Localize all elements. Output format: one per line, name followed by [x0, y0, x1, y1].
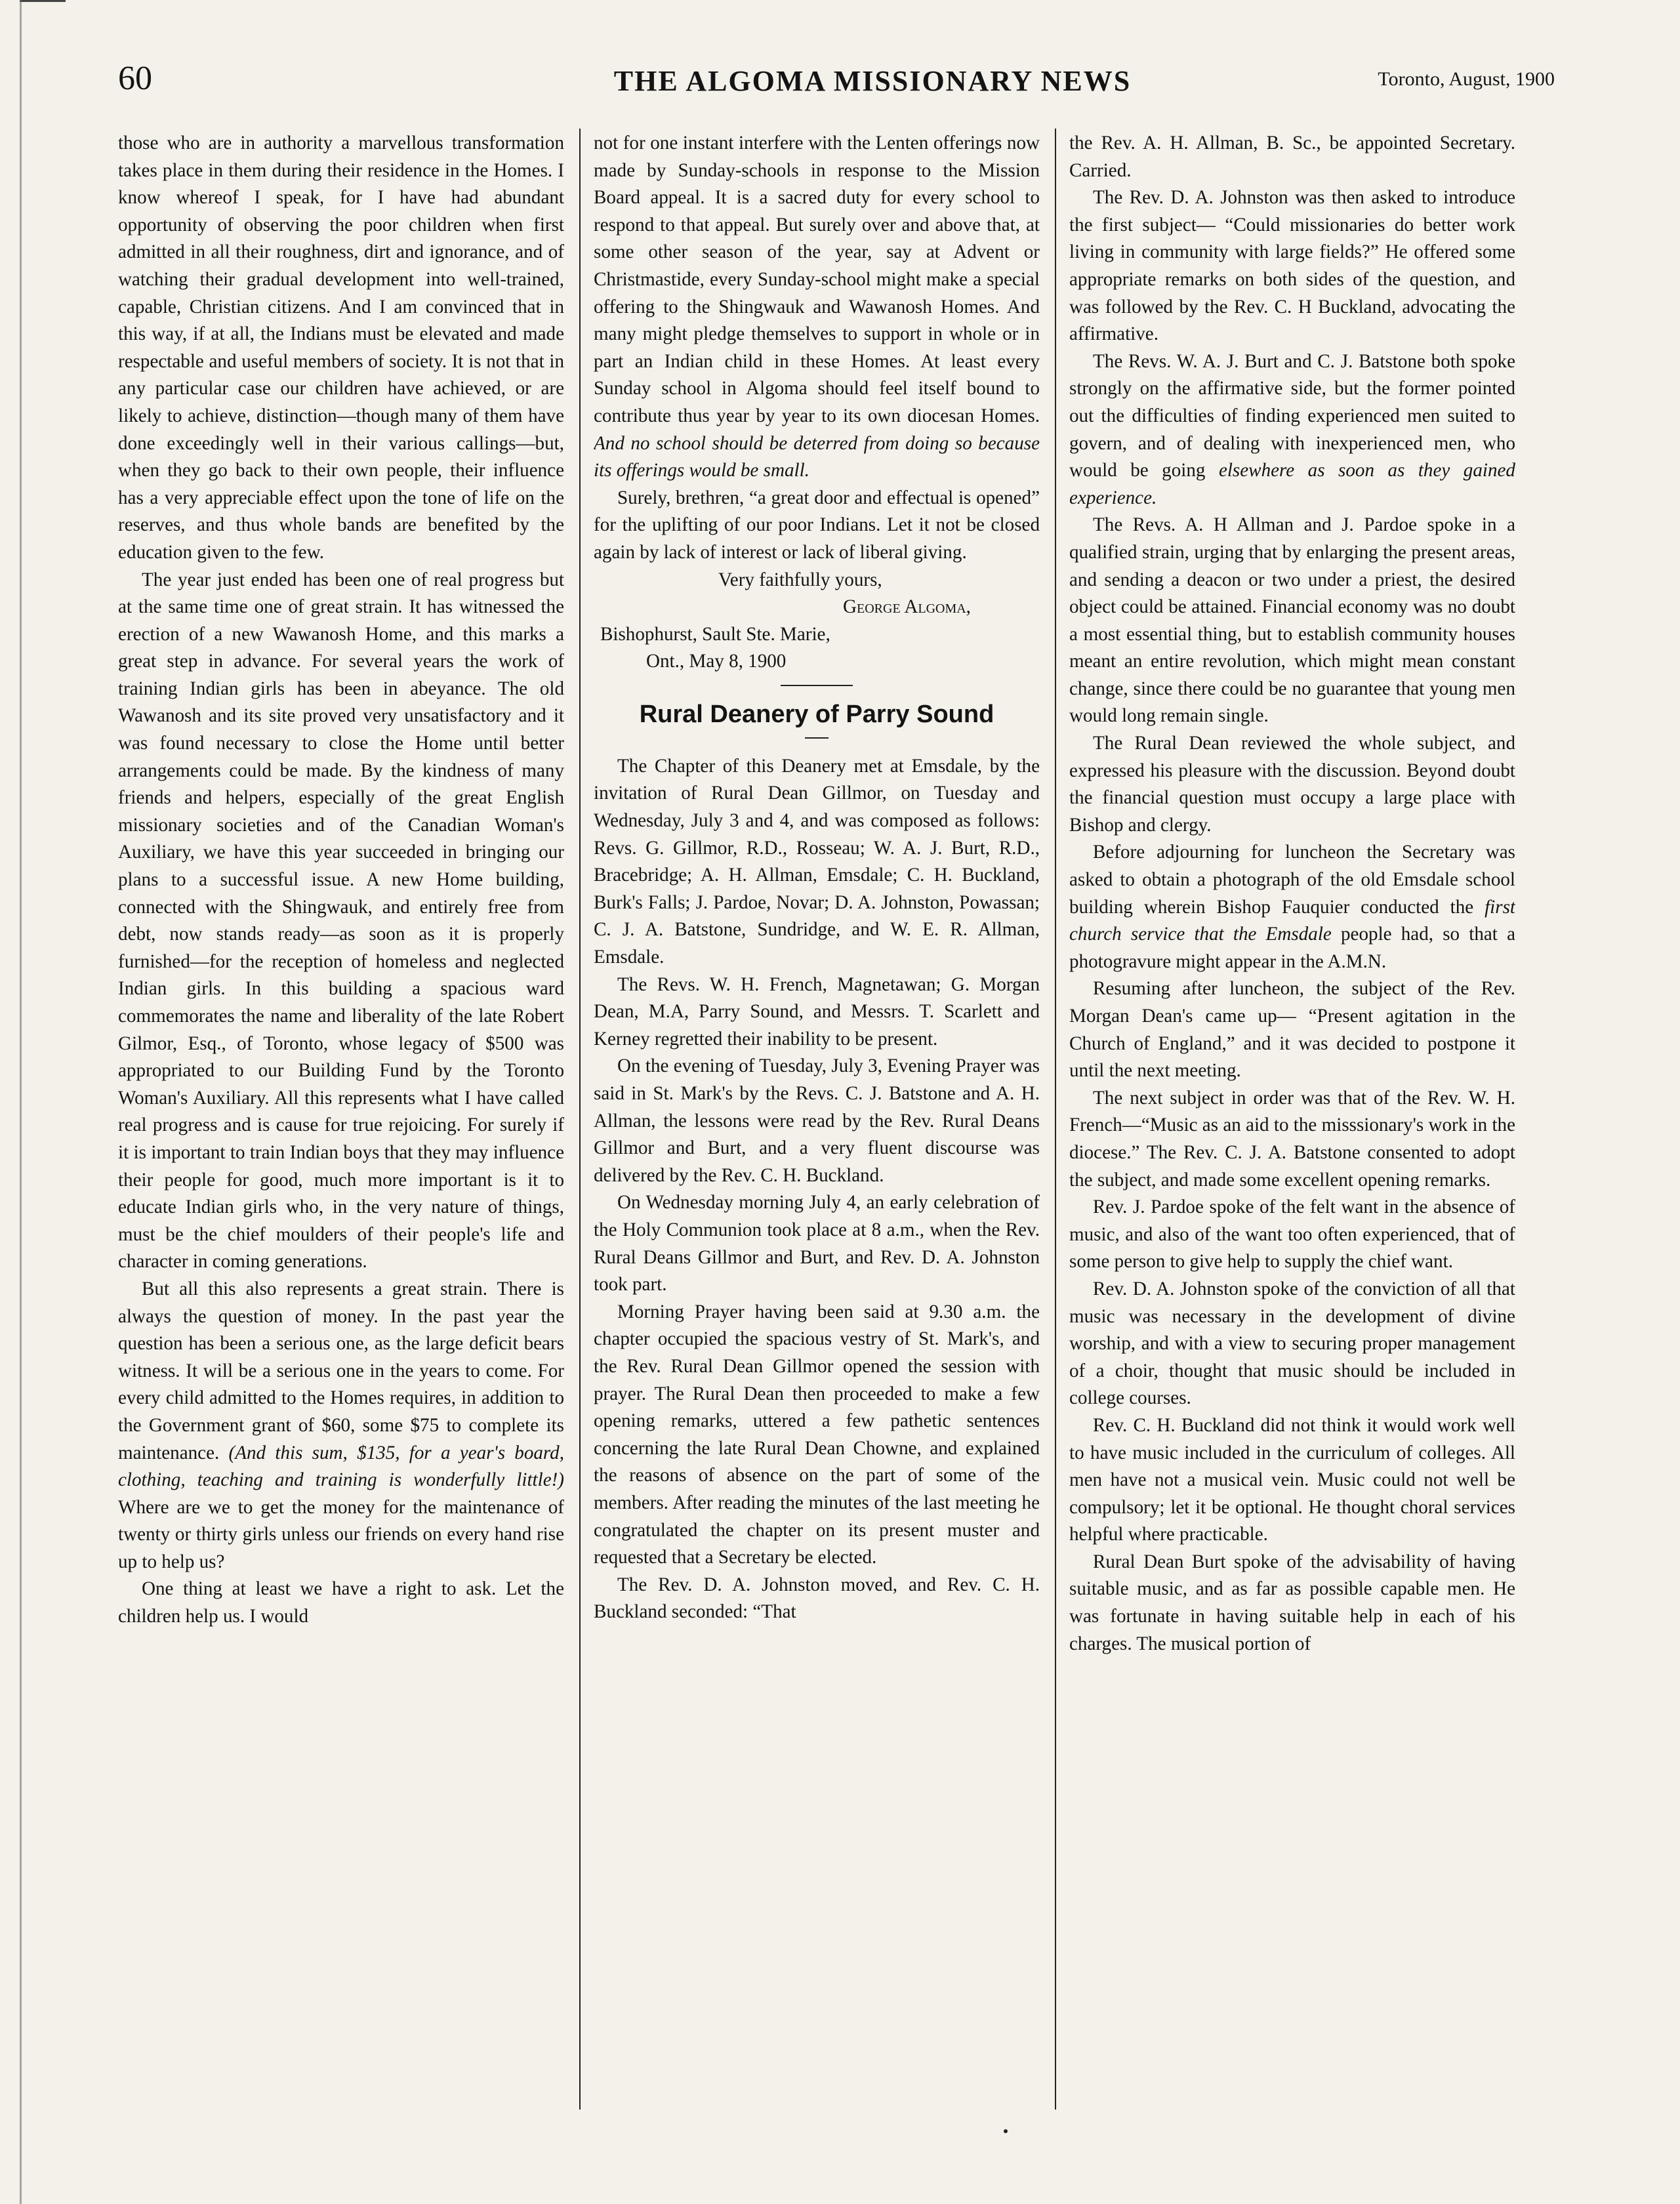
paragraph: The year just ended has been one of real progress but at the same time one of great strain. It has witnessed the erection of a new Wawanosh Home, and this marks a great step in advance. For several years the work of training Indian girls has been in abeyance. The old Wawanosh and its site proved very unsatisfactory and it was found necessary to close the Home until better arrangements could be made. By the kindness of many friends and helpers, especially of the great English missionary societies and of the Canadian Woman's Auxiliary, we have this year succeeded in bringing our plans to a successful issue. A new Home building, connected with the Shingwauk, and entirely free from debt, now stands ready—as soon as it is properly furnished—for the reception of homeless and neglected Indian girls. In this building a spacious ward commemorates the name and liberality of the late Robert Gilmor, Esq., of Toronto, whose legacy of $500 was appropriated to our Building Fund by the Toronto Woman's Auxiliary. All this represents what I have called real progress and is cause for true rejoicing. For surely if it is important to train Indian boys that they may influence their people for good, much more important is it to educate Indian girls who, in the very nature of things, must be the chief moulders of their people's life and character in coming generations.	[118, 569, 564, 1273]
section-heading: Rural Deanery of Parry Sound	[639, 700, 994, 728]
paragraph: those who are in authority a marvellous transformation takes place in them during their residence in the Homes. I know whereof I speak, for I have had abundant opportunity of observing the poor children when first admitted in all their roughness, dirt and ignorance, and of watching their gradual development into well-trained, capable, Christian citizens. And I am convinced that in this way, if at all, the Indians must be elevated and made respectable and useful members of society. It is not that in any particular case our children have achieved, or are likely to achieve, distinction—though many of them have done exceedingly well in their various callings—but, when they go back to their own people, their influence has a very appreciable effect upon the tone of life on the reserves, and thus whole bands are benefited by the education given to the few.	[118, 133, 564, 563]
paragraph: The Rev. D. A. Johnston was then asked to introduce the first subject— “Could missionaries do better work living in community with large fields?” He offered some appropriate remarks on both sides of the question, and was followed by the Rev. C. H Buckland, advocating the affirmative.	[1069, 187, 1515, 345]
text-run: not for one instant interfere with the Lenten offerings now made by Sunday-schools in response to the Mission Board appeal. It is a sacred duty for every school to respond to that appeal. But surely over and above that, at some other season of the year, say at Advent or Christmastide, every Sunday-school might make a special offering to the Shingwauk and Wawanosh Homes. And many might pledge themselves to support in whole or in part an Indian child in these Homes. At least every Sunday school in Algoma should feel itself bound to contribute thus year by year to its own diocesan Homes.	[594, 133, 1040, 426]
italic-aside: (And this sum, $135, for a year's board, clothing, teaching and training is wonderfully little!)	[118, 1442, 564, 1491]
paragraph: The next subject in order was that of the Rev. W. H. French—“Music as an aid to the misssionary's work in the diocese.” The Rev. C. J. A. Batstone consented to adopt the subject, and made some excellent opening remarks.	[1069, 1087, 1515, 1191]
paragraph: Rural Dean Burt spoke of the advisability of having suitable music, and as far as possible capable men. He was fortunate in having suitable help in each of his charges. The musical portion of	[1069, 1551, 1515, 1654]
signature-date: Ont., May 8, 1900	[646, 651, 787, 672]
paragraph: The Revs. W. H. French, Magnetawan; G. Morgan Dean, M.A, Parry Sound, and Messrs. T. Scarlett and Kerney regretted their inability to be present.	[594, 973, 1040, 1050]
page-header	[118, 59, 1555, 112]
italic-phrase: elsewhere as soon as they gained experience.	[1069, 460, 1515, 508]
paragraph	[594, 130, 1040, 485]
scan-edge-mark	[20, 0, 66, 5]
paragraph: Morning Prayer having been said at 9.30 a.m. the chapter occupied the spacious vestry of St. Mark's, and the Rev. Rural Dean Gillmor opened the session with prayer. The Rural Dean then proceeded to make a few opening remarks, uttered a few pathetic sentences concerning the late Rural Dean Chowne, and explained the reasons of absence on the part of some of the members. After reading the minutes of the last meeting he congratulated the chapter on its present muster and requested that a Secretary be elected.	[594, 1301, 1040, 1568]
ink-dot	[1004, 2129, 1008, 2133]
paragraph	[118, 1276, 564, 1576]
paragraph	[1069, 348, 1515, 512]
paragraph: The Rev. D. A. Johnston moved, and Rev. C. H. Buckland seconded: “That	[594, 1574, 1040, 1623]
masthead: THE ALGOMA MISSIONARY NEWS	[613, 65, 1132, 97]
paragraph: The Rural Dean reviewed the whole subject, and expressed his pleasure with the discussion. Beyond doubt the financial question must occupy a large place with Bishop and clergy.	[1069, 733, 1515, 836]
heading-dash	[805, 737, 829, 739]
text-run: Before adjourning for luncheon the Secretary was asked to obtain a photograph of the old Emsdale school building wherein Bishop Fauquier conducted the	[1069, 842, 1515, 918]
paragraph: the Rev. A. H. Allman, B. Sc., be appointed Secretary. Carried.	[1069, 133, 1515, 181]
column-3	[1069, 130, 1515, 2111]
paragraph: Rev. C. H. Buckland did not think it would work well to have music included in the curriculum of colleges. All men have not a musical vein. Music could not well be compulsory; let it be optional. He thought choral services helpful where practicable.	[1069, 1414, 1515, 1545]
text-run: The Revs. W. A. J. Burt and C. J. Batstone both spoke strongly on the affirmative side, but the former pointed out the difficulties of finding experienced men suited to govern, and of dealing with inexperienced men, who would be going	[1069, 350, 1515, 481]
text-run: people had, so that a photogravure might appear in the A.M.N.	[1069, 924, 1515, 972]
italic-sentence: And no school should be deterred from doing so because its offerings would be small.	[594, 432, 1040, 481]
signature-name: George Algoma,	[843, 596, 971, 618]
signature-closing: Very faithfully yours,	[718, 569, 882, 590]
section-separator	[781, 685, 853, 686]
signature-block	[594, 567, 1040, 676]
column-rule-left	[579, 129, 581, 2110]
paragraph	[1069, 839, 1515, 975]
page-number: 60	[118, 60, 152, 97]
scan-edge-line	[20, 0, 22, 2204]
signature-address: Bishophurst, Sault Ste. Marie,	[600, 623, 830, 645]
column-1	[118, 130, 564, 2111]
paragraph: One thing at least we have a right to ask. Let the children help us. I would	[118, 1578, 564, 1627]
paragraph: On the evening of Tuesday, July 3, Evening Prayer was said in St. Mark's by the Revs. C. J. Batstone and A. H. Allman, the lessons were read by the Rev. Rural Deans Gillmor and Burt, and a very fluent discourse was delivered by the Rev. C. H. Buckland.	[594, 1055, 1040, 1186]
paragraph: On Wednesday morning July 4, an early celebration of the Holy Communion took place at 8 a.m., when the Rev. Rural Deans Gillmor and Burt, and Rev. D. A. Johnston took part.	[594, 1192, 1040, 1296]
italic-phrase: first church service that the Emsdale	[1069, 896, 1515, 945]
dateline: Toronto, August, 1900	[1378, 68, 1555, 90]
column-2	[594, 130, 1040, 2111]
paragraph: The Revs. A. H Allman and J. Pardoe spoke in a qualified strain, urging that by enlarging the present areas, and sending a deacon or two under a priest, the desired object could be attained. Financial economy was no doubt a most essential thing, but to establish community houses meant an entire revolution, which might mean constant change, since there could be no guarantee that young men would long remain single.	[1069, 514, 1515, 727]
paragraph: Resuming after luncheon, the subject of the Rev. Morgan Dean's came up— “Present agitation in the Church of England,” and it was decided to postpone it until the next meeting.	[1069, 978, 1515, 1082]
paragraph: Rev. J. Pardoe spoke of the felt want in the absence of music, and also of the want too often experienced, that of some person to give help to supply the chief want.	[1069, 1196, 1515, 1273]
paragraph: Rev. D. A. Johnston spoke of the conviction of all that music was necessary in the development of divine worship, and with a view to securing proper management of a choir, thought that music should be included in college courses.	[1069, 1278, 1515, 1409]
text-run: Where are we to get the money for the maintenance of twenty or thirty girls unless our friends on every hand rise up to help us?	[118, 1496, 564, 1572]
paragraph: Surely, brethren, “a great door and effectual is opened” for the uplifting of our poor Indians. Let it not be closed again by lack of interest or lack of liberal giving.	[594, 487, 1040, 563]
paragraph: The Chapter of this Deanery met at Emsdale, by the invitation of Rural Dean Gillmor, on Tuesday and Wednesday, July 3 and 4, and was composed as follows: Revs. G. Gillmor, R.D., Rosseau; W. A. J. Burt, R.D., Bracebridge; A. H. Allman, Emsdale; C. H. Buckland, Burk's Falls; J. Pardoe, Novar; D. A. Johnston, Powassan; C. J. A. Batstone, Sundridge, and W. E. R. Allman, Emsdale.	[594, 755, 1040, 968]
column-rule-right	[1055, 129, 1056, 2110]
text-run: But all this also represents a great strain. There is always the question of money. In the past year the question has been a serious one, as the large deficit bears witness. It will be a serious one in the years to come. For every child admitted to the Homes requires, in addition to the Government grant of $60, some $75 to complete its maintenance.	[118, 1278, 564, 1463]
